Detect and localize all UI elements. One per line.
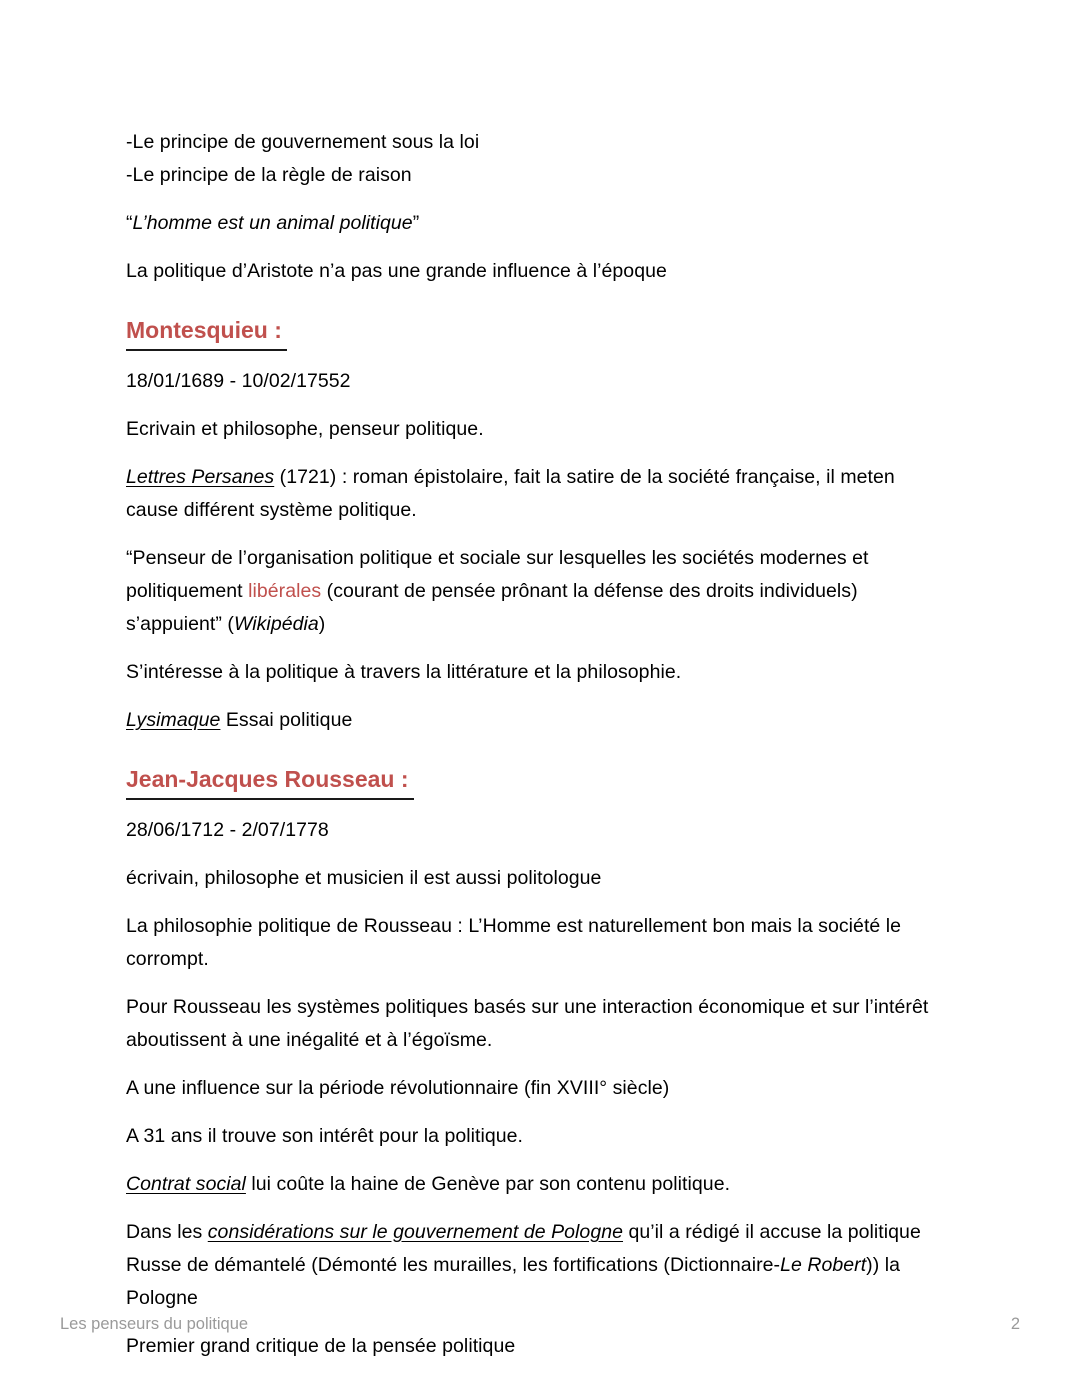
rousseau-first-critic: Premier grand critique de la pensée politique [126,1335,516,1357]
rousseau-age-interest: A 31 ans il trouve son intérêt pour la politique. [126,1125,524,1147]
dictionary-source-le-robert: Le Robert [780,1254,867,1276]
wiki-quote-part2: (courant de pensée prônant la défense des droits individuels) s’appuient” ( [126,580,858,635]
heading-rousseau-text: Jean-Jacques Rousseau : [126,764,414,800]
montesquieu-lysimaque [126,704,944,737]
work-title-contrat-social: Contrat social [126,1173,246,1195]
montesquieu-dates: 18/01/1689 - 10/02/17552 [126,370,351,392]
rousseau-philosophy: La philosophie politique de Rousseau : L’Homme est naturellement bon mais la société le corrompt. [126,915,902,970]
lysimaque-description: Essai politique [220,709,353,731]
footer-document-title: Les penseurs du politique [60,1315,249,1333]
quote-close-mark: ” [412,212,420,234]
heading-montesquieu [126,315,944,351]
aristote-influence: La politique d’Aristote n’a pas une grande influence à l’époque [126,260,667,282]
document-body [126,126,944,1378]
rousseau-dates: 28/06/1712 - 2/07/1778 [126,819,329,841]
quote-body: L’homme est un animal politique [132,212,413,234]
rousseau-role: écrivain, philosophe et musicien il est aussi politologue [126,867,602,889]
pologne-prefix: Dans les [126,1221,208,1243]
work-title-lettres-persanes: Lettres Persanes [126,466,275,488]
bullet-government-under-law: -Le principe de gouvernement sous la loi [126,131,480,153]
page-footer [60,1315,1020,1334]
montesquieu-lettres-persanes [126,461,944,527]
work-title-considerations-pologne: considérations sur le gouvernement de Pologne [207,1221,624,1243]
work-description-line2: en cause différent système politique. [126,466,895,521]
rousseau-contrat-social [126,1168,944,1201]
montesquieu-wikipedia-quote [126,542,944,641]
wiki-source-label: Wikipédia [233,613,319,635]
heading-montesquieu-text: Montesquieu : [126,315,287,351]
wiki-quote-part1: “Penseur de l’organisation politique et sociale sur lesquelles les sociétés modernes et politiquement [126,547,869,602]
aristote-quote [126,207,944,240]
footer-page-number: 2 [1010,1315,1020,1333]
rousseau-revolution-influence: A une influence sur la période révolutionnaire (fin XVIII° siècle) [126,1077,670,1099]
bullet-rule-of-reason: -Le principe de la règle de raison [126,164,412,186]
contrat-social-description: lui coûte la haine de Genève par son contenu politique. [245,1173,731,1195]
work-description-line1: (1721) : roman épistolaire, fait la satire de la société française, il met [274,466,873,488]
rousseau-systems: Pour Rousseau les systèmes politiques basés sur une interaction économique et sur l’intérêt aboutissent à une inégalité et à l’égoïsme. [126,996,929,1051]
wiki-quote-part3: ) [318,613,326,635]
heading-rousseau [126,764,944,800]
pologne-middle-text: qu’il a rédigé il accuse la politique Russe de démantelé (Démonté les murailles, les fortifications (Dictionnaire- [126,1221,921,1276]
montesquieu-interest: S’intéresse à la politique à travers la littérature et la philosophie. [126,661,682,683]
rousseau-pologne [126,1216,944,1315]
pologne-suffix: )) la Pologne [126,1254,901,1309]
quote-open-mark: “ [126,212,133,234]
montesquieu-role: Ecrivain et philosophe, penseur politique. [126,418,484,440]
wiki-quote-liberales: libérales [248,580,322,602]
work-title-lysimaque: Lysimaque [126,709,221,731]
